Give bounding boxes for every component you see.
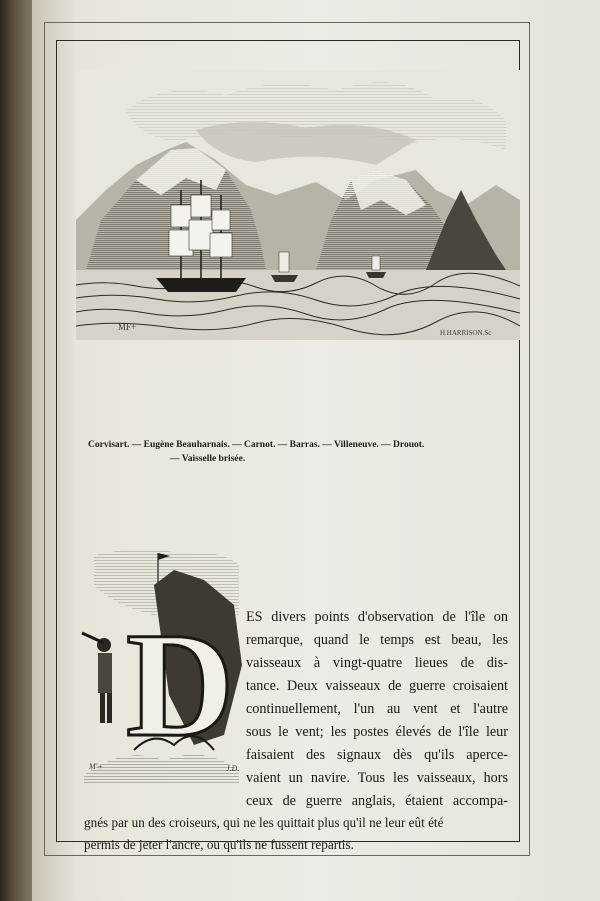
initial-signature-left: M'+ [89, 762, 103, 771]
ship-island-engraving [76, 70, 520, 340]
body-line: sous le vent; les postes élevés de l'île leur [246, 724, 508, 740]
caption-line-1: Corvisart. — Eugène Beauharnais. — Carnot. — Barras. — Villeneuve. — Drouot. [88, 440, 425, 450]
illustration-signature-right: H.HARRISON.Sc [440, 329, 492, 337]
body-line: ceux de guerre anglais, étaient accompa- [246, 793, 508, 809]
caption-line-2: — Vaisselle brisée. [170, 454, 246, 464]
body-line: tance. Deux vaisseaux de guerre croisaient [246, 678, 508, 694]
body-line-full: permis de jeter l'ancre, ou qu'ils ne fussent repartis. [84, 837, 354, 852]
body-line: ES divers points d'observation de l'île on [246, 609, 508, 625]
initial-letter: D [126, 602, 235, 768]
initial-signature-right: J.D. [226, 764, 240, 773]
body-line: continuellement, l'un au vent et l'autre [246, 701, 508, 717]
illustration-signature-left: MF+ [118, 322, 137, 332]
body-line: vaisseaux à vingt-quatre lieues de dis- [246, 655, 508, 671]
body-line: remarque, quand le temps est beau, les [246, 632, 508, 648]
body-line: vaient un navire. Tous les vaisseaux, hors [246, 770, 508, 786]
body-line: faisaient des signaux dès qu'ils aperce- [246, 747, 508, 763]
chapter-summary-caption [82, 438, 482, 466]
decorated-initial-illustration [74, 545, 246, 785]
lookout-figure-icon [82, 633, 112, 723]
body-line-full: gnés par un des croiseurs, qui ne les quittait plus qu'il ne leur eût été [84, 815, 444, 830]
